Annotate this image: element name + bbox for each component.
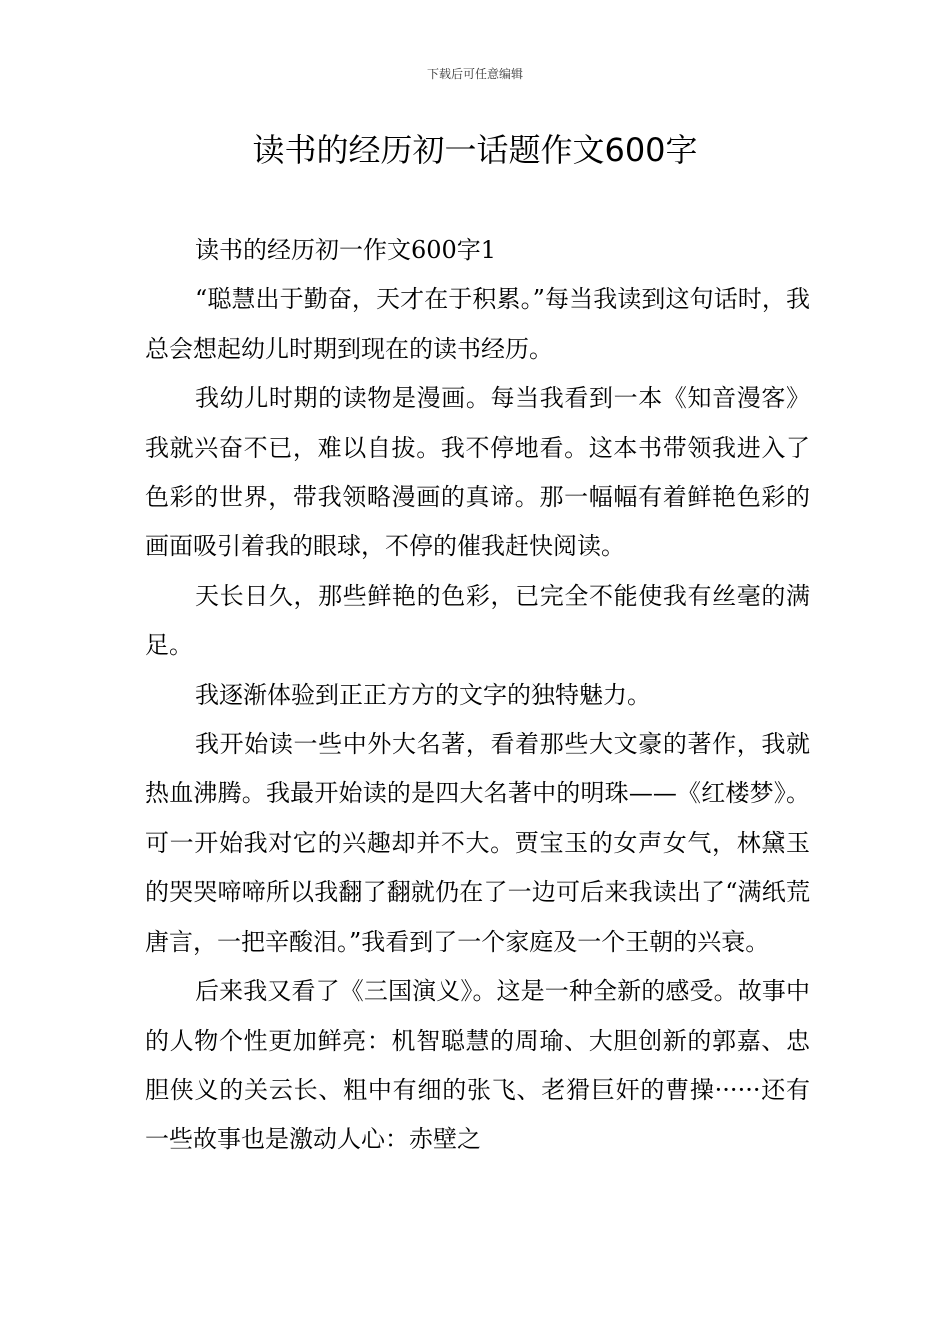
document-title: 读书的经历初一话题作文600字 <box>252 131 698 169</box>
paragraph: 我幼儿时期的读物是漫画。每当我看到一本《知音漫客》我就兴奋不已，难以自拔。我不停地看。这本书带领我进入了色彩的世界，带我领略漫画的真谛。那一幅幅有着鲜艳色彩的画面吸引着我的眼球，不停的催我赶快阅读。 <box>145 384 810 561</box>
paragraph: 我逐渐体验到正正方方的文字的独特魅力。 <box>195 680 651 709</box>
paragraph: “聪慧出于勤奋，天才在于积累。”每当我读到这句话时，我总会想起幼儿时期到现在的读书经历。 <box>145 285 810 363</box>
paragraph: 我开始读一些中外大名著，看着那些大文豪的著作，我就热血沸腾。我最开始读的是四大名著中的明珠——《红楼梦》。可一开始我对它的兴趣却并不大。贾宝玉的女声女气，林黛玉的哭哭啼啼所以我翻了翻就仍在了一边可后来我读出了“满纸荒唐言，一把辛酸泪。”我看到了一个家庭及一个王朝的兴衰。 <box>145 730 810 956</box>
paragraph: 后来我又看了《三国演义》。这是一种全新的感受。故事中的人物个性更加鲜亮：机智聪慧的周瑜、大胆创新的郭嘉、忠胆侠义的关云长、粗中有细的张飞、老猾巨奸的曹操······还有一些故事也是激动人心：赤壁之 <box>145 977 810 1154</box>
paragraph: 天长日久，那些鲜艳的色彩，已完全不能使我有丝毫的满足。 <box>145 581 810 660</box>
document-body <box>145 226 810 1165</box>
header-note: 下载后可任意编辑 <box>426 67 523 81</box>
paragraph-subtitle: 读书的经历初一作文600字1 <box>195 236 497 264</box>
